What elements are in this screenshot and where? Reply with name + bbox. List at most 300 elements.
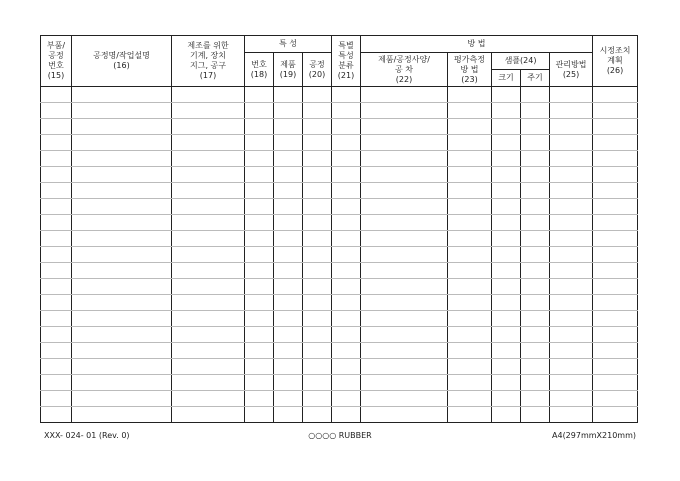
table-cell[interactable]	[41, 135, 72, 151]
table-cell[interactable]	[448, 215, 492, 231]
table-cell[interactable]	[593, 263, 638, 279]
table-cell[interactable]	[332, 231, 361, 247]
table-row	[41, 103, 638, 119]
table-cell[interactable]	[332, 87, 361, 103]
table-cell[interactable]	[448, 183, 492, 199]
table-cell[interactable]	[550, 279, 593, 295]
table-cell[interactable]	[41, 151, 72, 167]
table-cell[interactable]	[41, 391, 72, 407]
table-cell[interactable]	[274, 375, 303, 391]
table-cell[interactable]	[245, 407, 274, 423]
table-cell[interactable]	[550, 247, 593, 263]
table-cell[interactable]	[332, 391, 361, 407]
table-cell[interactable]	[41, 279, 72, 295]
table-cell[interactable]	[274, 407, 303, 423]
table-cell[interactable]	[274, 151, 303, 167]
table-cell[interactable]	[303, 311, 332, 327]
table-cell[interactable]	[172, 119, 245, 135]
table-cell[interactable]	[41, 199, 72, 215]
table-cell[interactable]	[245, 295, 274, 311]
table-cell[interactable]	[332, 327, 361, 343]
table-row	[41, 263, 638, 279]
table-cell[interactable]	[448, 247, 492, 263]
table-cell[interactable]	[332, 183, 361, 199]
table-cell[interactable]	[303, 87, 332, 103]
table-cell[interactable]	[274, 231, 303, 247]
table-cell[interactable]	[72, 391, 172, 407]
table-cell[interactable]	[550, 263, 593, 279]
table-cell[interactable]	[245, 231, 274, 247]
table-cell[interactable]	[593, 327, 638, 343]
table-cell[interactable]	[172, 247, 245, 263]
table-cell[interactable]	[593, 167, 638, 183]
table-row	[41, 359, 638, 375]
table-cell[interactable]	[361, 151, 448, 167]
table-cell[interactable]	[593, 247, 638, 263]
table-cell[interactable]	[274, 183, 303, 199]
table-cell[interactable]	[172, 311, 245, 327]
table-cell[interactable]	[521, 119, 550, 135]
table-cell[interactable]	[332, 199, 361, 215]
table-cell[interactable]	[41, 375, 72, 391]
table-cell[interactable]	[245, 263, 274, 279]
table-cell[interactable]	[492, 199, 521, 215]
table-cell[interactable]	[274, 263, 303, 279]
table-cell[interactable]	[303, 151, 332, 167]
header-special-class: 특별 특성 분류 (21)	[332, 36, 361, 87]
table-cell[interactable]	[492, 295, 521, 311]
table-cell[interactable]	[521, 215, 550, 231]
table-cell[interactable]	[521, 167, 550, 183]
table-cell[interactable]	[492, 311, 521, 327]
table-cell[interactable]	[172, 167, 245, 183]
table-cell[interactable]	[550, 183, 593, 199]
table-cell[interactable]	[303, 167, 332, 183]
table-cell[interactable]	[550, 135, 593, 151]
table-cell[interactable]	[361, 343, 448, 359]
table-cell[interactable]	[303, 263, 332, 279]
table-row	[41, 87, 638, 103]
table-cell[interactable]	[448, 279, 492, 295]
table-cell[interactable]	[550, 87, 593, 103]
table-cell[interactable]	[593, 359, 638, 375]
table-cell[interactable]	[41, 295, 72, 311]
table-cell[interactable]	[245, 327, 274, 343]
table-cell[interactable]	[274, 215, 303, 231]
table-cell[interactable]	[550, 119, 593, 135]
table-cell[interactable]	[172, 407, 245, 423]
paper-size: A4(297mmX210mm)	[552, 431, 636, 440]
table-cell[interactable]	[492, 167, 521, 183]
table-cell[interactable]	[521, 247, 550, 263]
table-cell[interactable]	[274, 167, 303, 183]
table-cell[interactable]	[274, 327, 303, 343]
table-cell[interactable]	[332, 295, 361, 311]
table-cell[interactable]	[593, 231, 638, 247]
header-machine-tool: 제조를 위한 기계, 장치 지그, 공구 (17)	[172, 36, 245, 87]
table-cell[interactable]	[593, 151, 638, 167]
table-cell[interactable]	[41, 87, 72, 103]
table-cell[interactable]	[521, 359, 550, 375]
table-cell[interactable]	[274, 359, 303, 375]
table-cell[interactable]	[361, 295, 448, 311]
table-cell[interactable]	[303, 407, 332, 423]
table-cell[interactable]	[521, 87, 550, 103]
table-cell[interactable]	[41, 407, 72, 423]
table-cell[interactable]	[332, 247, 361, 263]
table-cell[interactable]	[550, 327, 593, 343]
table-cell[interactable]	[492, 391, 521, 407]
table-cell[interactable]	[361, 103, 448, 119]
table-cell[interactable]	[361, 263, 448, 279]
table-cell[interactable]	[521, 151, 550, 167]
table-cell[interactable]	[41, 119, 72, 135]
table-cell[interactable]	[361, 119, 448, 135]
table-cell[interactable]	[448, 311, 492, 327]
table-cell[interactable]	[332, 311, 361, 327]
table-cell[interactable]	[172, 231, 245, 247]
table-cell[interactable]	[593, 295, 638, 311]
table-cell[interactable]	[72, 215, 172, 231]
table-cell[interactable]	[172, 391, 245, 407]
table-cell[interactable]	[172, 343, 245, 359]
table-cell[interactable]	[303, 183, 332, 199]
table-cell[interactable]	[332, 103, 361, 119]
table-cell[interactable]	[303, 375, 332, 391]
document-code: XXX- 024- 01 (Rev. 0)	[44, 431, 130, 440]
table-cell[interactable]	[274, 103, 303, 119]
table-cell[interactable]	[72, 87, 172, 103]
table-cell[interactable]	[448, 135, 492, 151]
header-char-process: 공정 (20)	[303, 53, 332, 87]
table-cell[interactable]	[172, 263, 245, 279]
table-cell[interactable]	[492, 279, 521, 295]
table-cell[interactable]	[172, 375, 245, 391]
table-cell[interactable]	[245, 391, 274, 407]
table-cell[interactable]	[492, 87, 521, 103]
table-cell[interactable]	[245, 119, 274, 135]
table-cell[interactable]	[361, 183, 448, 199]
table-cell[interactable]	[550, 215, 593, 231]
table-cell[interactable]	[245, 375, 274, 391]
table-cell[interactable]	[521, 391, 550, 407]
table-cell[interactable]	[492, 183, 521, 199]
table-cell[interactable]	[550, 391, 593, 407]
header-sample: 샘플(24)	[492, 53, 550, 70]
table-cell[interactable]	[361, 215, 448, 231]
table-cell[interactable]	[72, 119, 172, 135]
company-name: ○○○○ RUBBER	[308, 431, 372, 440]
table-cell[interactable]	[492, 231, 521, 247]
table-cell[interactable]	[41, 327, 72, 343]
table-cell[interactable]	[274, 135, 303, 151]
table-cell[interactable]	[448, 199, 492, 215]
table-cell[interactable]	[361, 135, 448, 151]
table-cell[interactable]	[361, 87, 448, 103]
table-cell[interactable]	[361, 407, 448, 423]
table-cell[interactable]	[492, 359, 521, 375]
table-cell[interactable]	[492, 407, 521, 423]
table-cell[interactable]	[361, 359, 448, 375]
table-cell[interactable]	[521, 103, 550, 119]
table-cell[interactable]	[41, 215, 72, 231]
table-cell[interactable]	[303, 199, 332, 215]
table-cell[interactable]	[41, 311, 72, 327]
table-cell[interactable]	[72, 183, 172, 199]
table-cell[interactable]	[332, 279, 361, 295]
table-cell[interactable]	[593, 407, 638, 423]
table-cell[interactable]	[448, 263, 492, 279]
table-cell[interactable]	[550, 311, 593, 327]
table-cell[interactable]	[332, 343, 361, 359]
table-cell[interactable]	[72, 359, 172, 375]
table-cell[interactable]	[361, 199, 448, 215]
table-cell[interactable]	[172, 215, 245, 231]
table-cell[interactable]	[274, 199, 303, 215]
table-cell[interactable]	[274, 311, 303, 327]
table-cell[interactable]	[492, 215, 521, 231]
table-row	[41, 407, 638, 423]
table-cell[interactable]	[41, 167, 72, 183]
table-cell[interactable]	[448, 231, 492, 247]
table-cell[interactable]	[521, 295, 550, 311]
table-cell[interactable]	[593, 199, 638, 215]
table-cell[interactable]	[550, 167, 593, 183]
table-cell[interactable]	[361, 231, 448, 247]
header-eval-method: 평가측정 방 법 (23)	[448, 53, 492, 87]
table-cell[interactable]	[550, 359, 593, 375]
table-cell[interactable]	[492, 151, 521, 167]
table-cell[interactable]	[172, 295, 245, 311]
table-cell[interactable]	[448, 119, 492, 135]
header-process-name: 공정명/작업설명 (16)	[72, 36, 172, 87]
table-cell[interactable]	[274, 279, 303, 295]
table-cell[interactable]	[172, 135, 245, 151]
table-cell[interactable]	[245, 167, 274, 183]
table-cell[interactable]	[448, 391, 492, 407]
table-row	[41, 327, 638, 343]
table-cell[interactable]	[332, 407, 361, 423]
table-cell[interactable]	[72, 263, 172, 279]
table-cell[interactable]	[593, 311, 638, 327]
table-cell[interactable]	[72, 199, 172, 215]
table-cell[interactable]	[550, 199, 593, 215]
table-cell[interactable]	[72, 151, 172, 167]
table-cell[interactable]	[172, 327, 245, 343]
table-cell[interactable]	[448, 151, 492, 167]
table-cell[interactable]	[332, 167, 361, 183]
table-cell[interactable]	[521, 183, 550, 199]
table-cell[interactable]	[361, 247, 448, 263]
table-cell[interactable]	[550, 103, 593, 119]
header-sample-frequency: 주기	[521, 70, 550, 87]
table-cell[interactable]	[172, 151, 245, 167]
table-cell[interactable]	[172, 279, 245, 295]
table-cell[interactable]	[361, 375, 448, 391]
table-cell[interactable]	[593, 279, 638, 295]
table-cell[interactable]	[448, 167, 492, 183]
table-cell[interactable]	[41, 263, 72, 279]
table-cell[interactable]	[550, 231, 593, 247]
table-cell[interactable]	[303, 279, 332, 295]
table-cell[interactable]	[492, 375, 521, 391]
header-char-product: 제품 (19)	[274, 53, 303, 87]
table-cell[interactable]	[521, 279, 550, 295]
table-cell[interactable]	[550, 151, 593, 167]
table-cell[interactable]	[492, 247, 521, 263]
table-cell[interactable]	[521, 343, 550, 359]
table-cell[interactable]	[172, 199, 245, 215]
table-cell[interactable]	[550, 343, 593, 359]
table-cell[interactable]	[72, 167, 172, 183]
table-cell[interactable]	[245, 151, 274, 167]
table-cell[interactable]	[332, 135, 361, 151]
table-cell[interactable]	[245, 87, 274, 103]
table-cell[interactable]	[521, 231, 550, 247]
header-control-method: 관리방법 (25)	[550, 53, 593, 87]
table-cell[interactable]	[303, 231, 332, 247]
table-cell[interactable]	[303, 343, 332, 359]
table-cell[interactable]	[274, 391, 303, 407]
table-cell[interactable]	[593, 119, 638, 135]
table-cell[interactable]	[593, 215, 638, 231]
table-cell[interactable]	[492, 103, 521, 119]
table-cell[interactable]	[303, 295, 332, 311]
table-row	[41, 151, 638, 167]
table-cell[interactable]	[521, 407, 550, 423]
table-cell[interactable]	[521, 375, 550, 391]
table-cell[interactable]	[274, 87, 303, 103]
table-cell[interactable]	[332, 359, 361, 375]
table-cell[interactable]	[332, 151, 361, 167]
table-cell[interactable]	[72, 343, 172, 359]
header-method: 방 법	[361, 36, 593, 53]
table-cell[interactable]	[245, 311, 274, 327]
table-cell[interactable]	[550, 407, 593, 423]
table-cell[interactable]	[172, 103, 245, 119]
table-cell[interactable]	[448, 359, 492, 375]
table-row	[41, 247, 638, 263]
table-cell[interactable]	[274, 343, 303, 359]
table-cell[interactable]	[303, 119, 332, 135]
table-cell[interactable]	[492, 327, 521, 343]
table-cell[interactable]	[72, 103, 172, 119]
table-cell[interactable]	[448, 343, 492, 359]
table-cell[interactable]	[303, 327, 332, 343]
table-cell[interactable]	[274, 119, 303, 135]
table-row	[41, 375, 638, 391]
table-cell[interactable]	[593, 375, 638, 391]
table-cell[interactable]	[245, 199, 274, 215]
table-cell[interactable]	[245, 247, 274, 263]
table-cell[interactable]	[332, 263, 361, 279]
table-cell[interactable]	[550, 375, 593, 391]
table-cell[interactable]	[593, 343, 638, 359]
table-cell[interactable]	[332, 215, 361, 231]
table-cell[interactable]	[492, 135, 521, 151]
table-cell[interactable]	[521, 311, 550, 327]
table-cell[interactable]	[492, 343, 521, 359]
table-cell[interactable]	[448, 295, 492, 311]
table-cell[interactable]	[72, 407, 172, 423]
table-cell[interactable]	[593, 183, 638, 199]
header-sample-size: 크기	[492, 70, 521, 87]
table-cell[interactable]	[41, 247, 72, 263]
table-cell[interactable]	[303, 391, 332, 407]
table-cell[interactable]	[245, 103, 274, 119]
table-cell[interactable]	[361, 279, 448, 295]
table-cell[interactable]	[41, 343, 72, 359]
table-cell[interactable]	[492, 119, 521, 135]
table-cell[interactable]	[521, 263, 550, 279]
table-cell[interactable]	[72, 375, 172, 391]
table-cell[interactable]	[303, 247, 332, 263]
table-cell[interactable]	[448, 103, 492, 119]
table-cell[interactable]	[361, 327, 448, 343]
table-cell[interactable]	[72, 327, 172, 343]
table-cell[interactable]	[550, 295, 593, 311]
table-cell[interactable]	[172, 359, 245, 375]
table-cell[interactable]	[245, 343, 274, 359]
table-cell[interactable]	[593, 391, 638, 407]
table-cell[interactable]	[245, 359, 274, 375]
table-row	[41, 391, 638, 407]
table-cell[interactable]	[41, 359, 72, 375]
table-cell[interactable]	[72, 135, 172, 151]
table-cell[interactable]	[521, 327, 550, 343]
table-cell[interactable]	[274, 247, 303, 263]
table-cell[interactable]	[448, 407, 492, 423]
table-cell[interactable]	[332, 119, 361, 135]
header-characteristics: 특 성	[245, 36, 332, 53]
table-cell[interactable]	[72, 231, 172, 247]
table-cell[interactable]	[303, 135, 332, 151]
table-cell[interactable]	[245, 135, 274, 151]
table-cell[interactable]	[72, 247, 172, 263]
table-cell[interactable]	[448, 87, 492, 103]
table-cell[interactable]	[41, 183, 72, 199]
table-row	[41, 343, 638, 359]
table-cell[interactable]	[332, 375, 361, 391]
table-cell[interactable]	[593, 87, 638, 103]
table-cell[interactable]	[72, 311, 172, 327]
table-cell[interactable]	[361, 311, 448, 327]
table-cell[interactable]	[521, 199, 550, 215]
table-cell[interactable]	[41, 103, 72, 119]
table-cell[interactable]	[245, 215, 274, 231]
table-cell[interactable]	[172, 183, 245, 199]
table-row	[41, 119, 638, 135]
table-cell[interactable]	[303, 215, 332, 231]
table-cell[interactable]	[448, 375, 492, 391]
table-cell[interactable]	[303, 359, 332, 375]
table-cell[interactable]	[245, 279, 274, 295]
table-cell[interactable]	[41, 231, 72, 247]
table-cell[interactable]	[521, 135, 550, 151]
table-cell[interactable]	[72, 279, 172, 295]
table-cell[interactable]	[303, 103, 332, 119]
table-cell[interactable]	[274, 295, 303, 311]
table-cell[interactable]	[448, 327, 492, 343]
table-cell[interactable]	[593, 135, 638, 151]
table-cell[interactable]	[361, 167, 448, 183]
table-cell[interactable]	[361, 391, 448, 407]
table-cell[interactable]	[72, 295, 172, 311]
table-cell[interactable]	[492, 263, 521, 279]
table-cell[interactable]	[245, 183, 274, 199]
table-cell[interactable]	[593, 103, 638, 119]
table-cell[interactable]	[172, 87, 245, 103]
